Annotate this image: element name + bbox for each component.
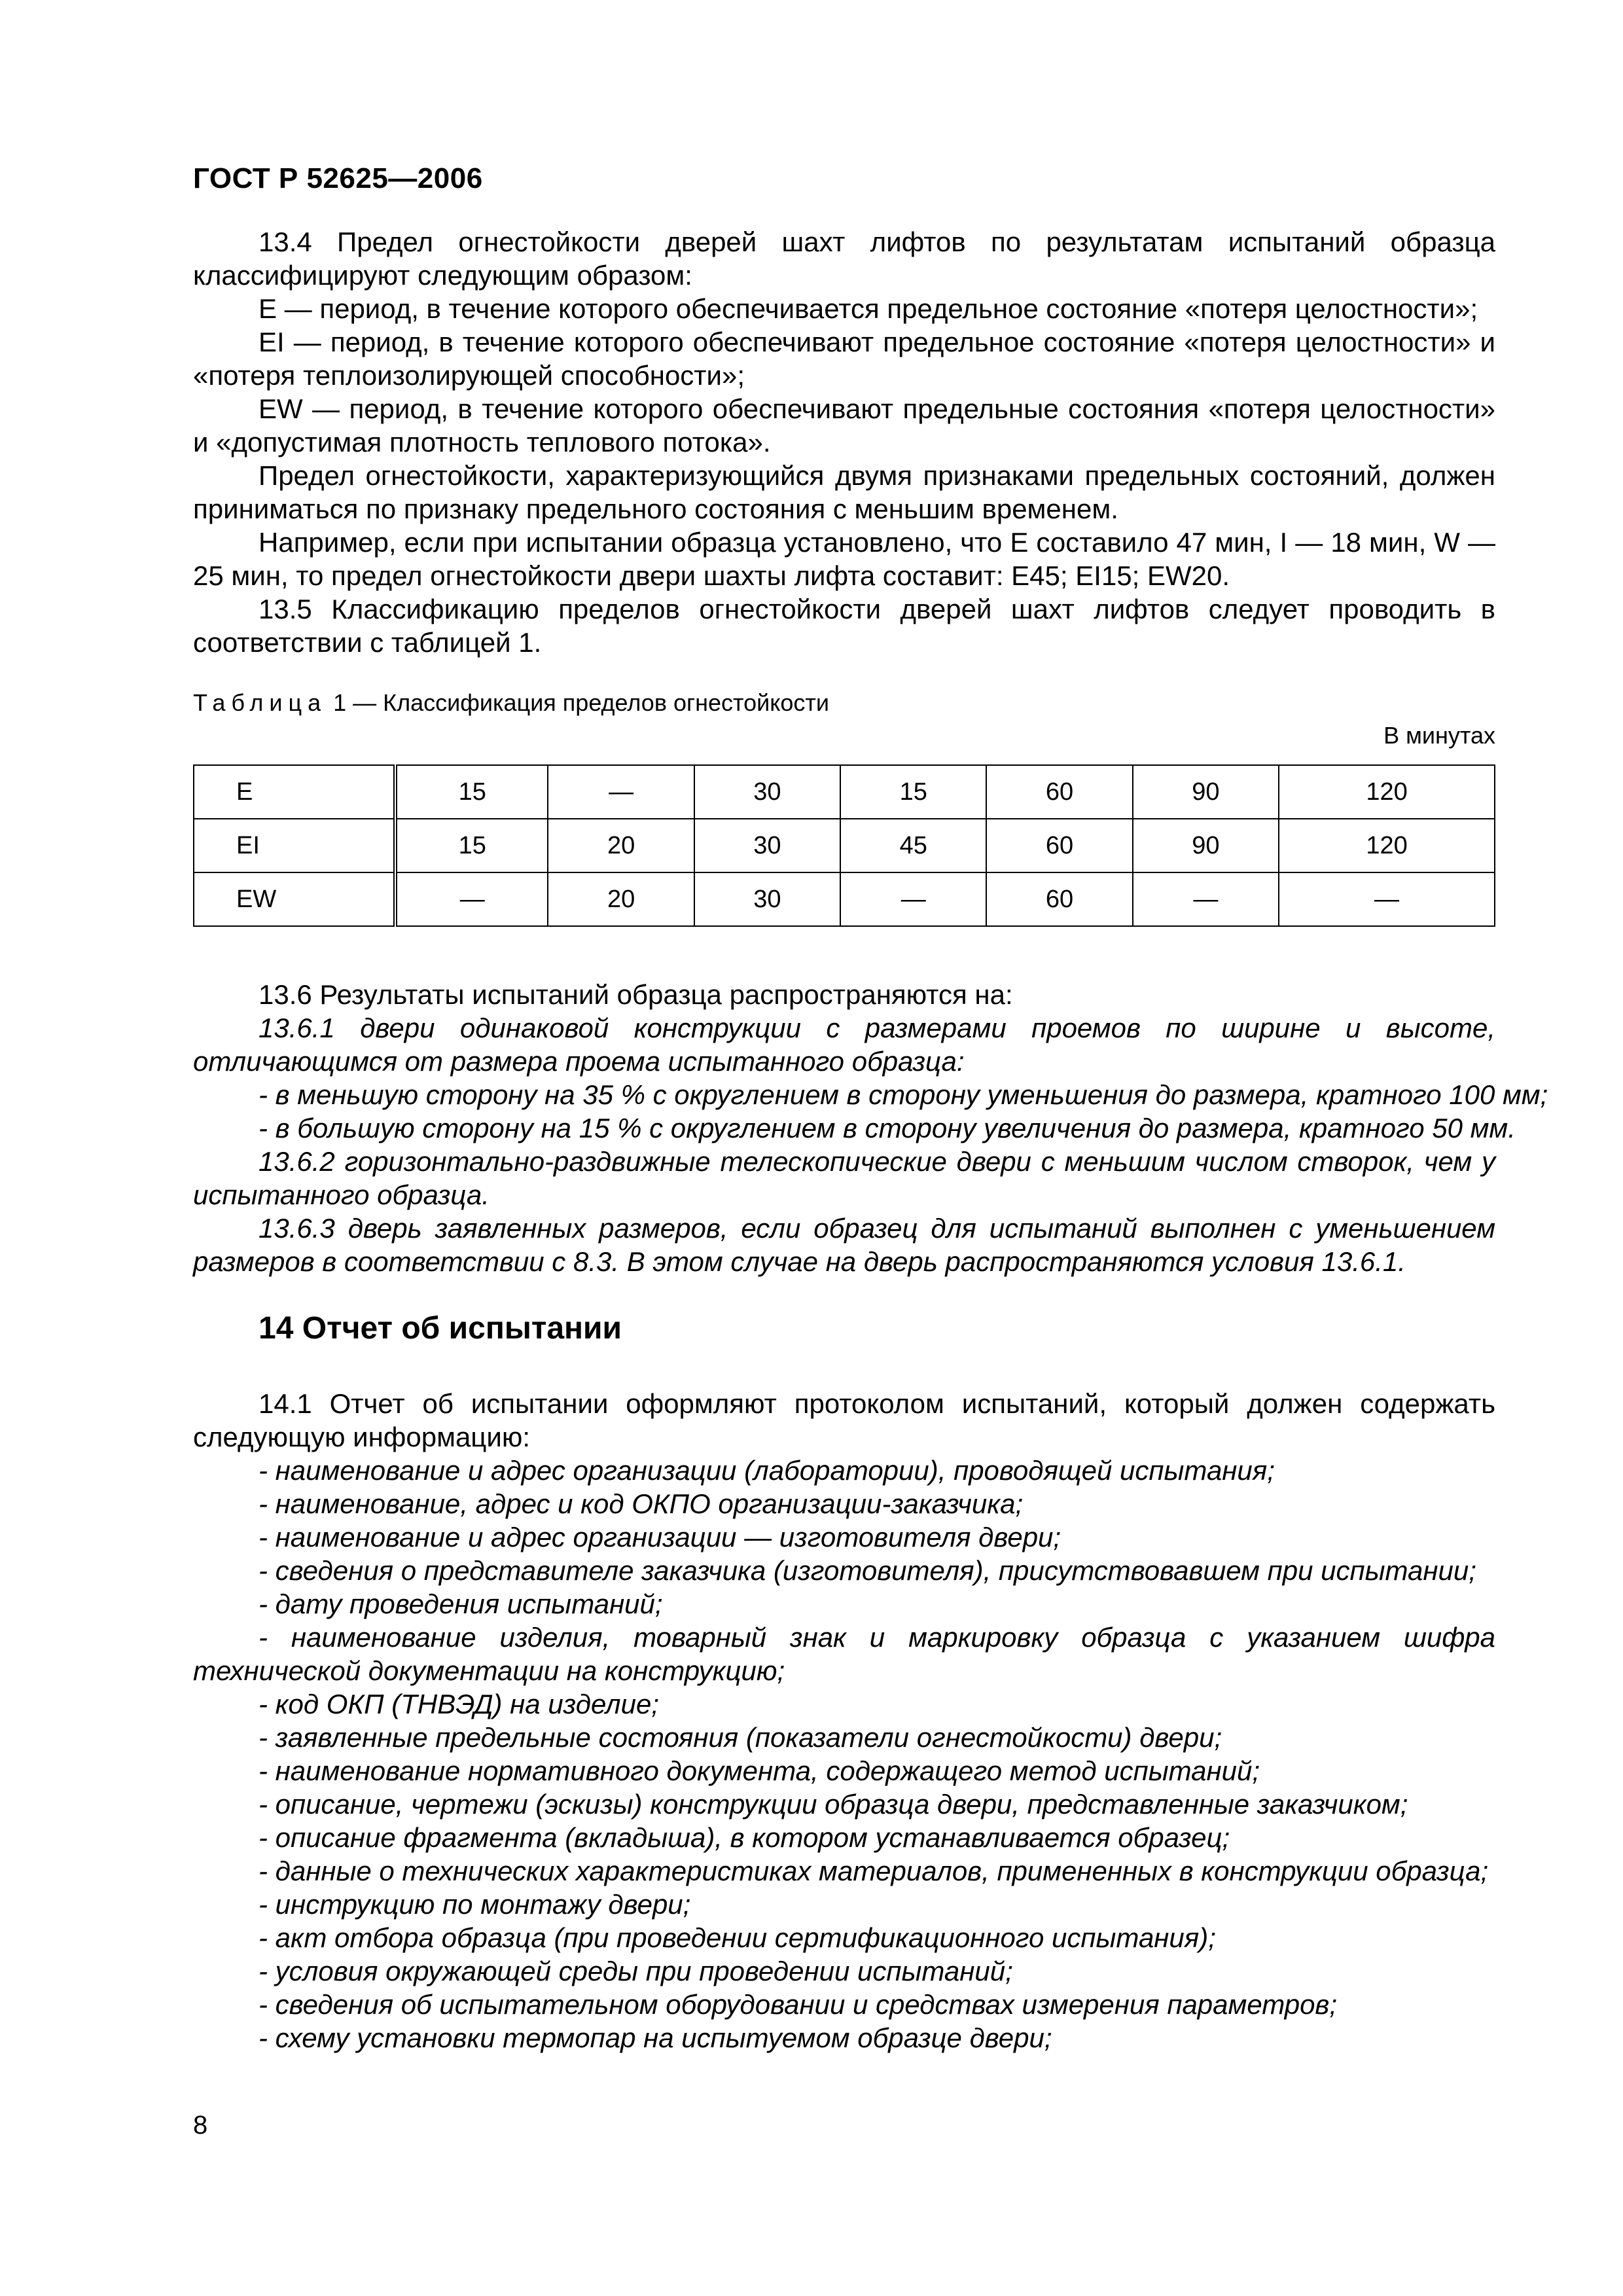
table-cell: —	[1133, 872, 1279, 926]
table-cell: —	[548, 765, 694, 819]
list-item: - акт отбора образца (при проведении сертификационного испытания);	[259, 1922, 1216, 1953]
paragraph-13-6-1: 13.6.1 двери одинаковой конструкции с размерами проемов по ширине и высоте, отличающимся от размера проема испытанного образца:	[193, 1013, 1495, 1077]
list-item: - наименование изделия, товарный знак и маркировку образца с указанием шифра технической документации на конструкцию;	[193, 1622, 1495, 1686]
row-header-cell: ЕW	[194, 872, 395, 926]
list-item: - наименование, адрес и код ОКПО организации-заказчика;	[259, 1488, 1024, 1519]
list-item: - инструкцию по монтажу двери;	[259, 1889, 691, 1920]
paragraph-13-6-2: 13.6.2 горизонтально-раздвижные телескопические двери с меньшим числом створок, чем у испытанного образца.	[193, 1146, 1495, 1210]
list-item: - описание фрагмента (вкладыша), в котором устанавливается образец;	[259, 1822, 1230, 1853]
paragraph-13-5: 13.5 Классификацию пределов огнестойкости дверей шахт лифтов следует проводить в соответствии с таблицей 1.	[193, 594, 1495, 658]
section-14-text	[193, 1387, 1495, 2054]
table-cell: 30	[694, 872, 840, 926]
list-item: - наименование нормативного документа, содержащего метод испытаний;	[259, 1755, 1260, 1786]
table-row	[194, 819, 1495, 872]
list-item: - заявленные предельные состояния (показатели огнестойкости) двери;	[259, 1722, 1222, 1753]
table-cell: 90	[1133, 765, 1279, 819]
paragraph-limit-rule: Предел огнестойкости, характеризующийся двумя признаками предельных состояний, должен приниматься по признаку предельного состояния с меньшим временем.	[193, 460, 1495, 524]
table-caption-word: Таблица	[193, 689, 327, 716]
list-item: - в меньшую сторону на 35 % с округлением в сторону уменьшения до размера, кратного 100 мм;	[259, 1079, 1548, 1110]
list-item: - условия окружающей среды при проведении испытаний;	[259, 1956, 1013, 1986]
page-number: 8	[193, 2111, 208, 2140]
table-cell: 30	[694, 765, 840, 819]
paragraph-13-6-3: 13.6.3 дверь заявленных размеров, если образец для испытаний выполнен с уменьшением размеров в соответствии с 8.3. В этом случае на дверь распространяются условия 13.6.1.	[193, 1213, 1495, 1277]
row-header-cell: ЕI	[194, 819, 395, 872]
paragraph-13-4: 13.4 Предел огнестойкости дверей шахт лифтов по результатам испытаний образца классифицируют следующим образом:	[193, 226, 1495, 291]
table-caption	[193, 689, 829, 717]
table-cell: 120	[1279, 765, 1495, 819]
table-cell: 60	[986, 765, 1132, 819]
paragraph-ei-definition: ЕI — период, в течение которого обеспечивают предельное состояние «потеря целостности» и «потеря теплоизолирующей способности»;	[193, 327, 1495, 391]
row-header-cell: Е	[194, 765, 395, 819]
table-cell: 20	[548, 819, 694, 872]
document-header: ГОСТ Р 52625—2006	[193, 162, 483, 194]
report-contents-list	[193, 1454, 1495, 2054]
table-cell: 45	[840, 819, 986, 872]
table-row	[194, 872, 1495, 926]
paragraph-example: Например, если при испытании образца установлено, что Е составило 47 мин, I — 18 мин, W — 25 мин, то предел огнестойкости двери шахты лифта составит: Е45; ЕI15; ЕW20.	[193, 527, 1495, 591]
table-cell: 60	[986, 872, 1132, 926]
table-cell: 15	[395, 819, 548, 872]
table-cell: 60	[986, 819, 1132, 872]
list-item: - сведения об испытательном оборудовании и средствах измерения параметров;	[259, 1989, 1338, 2020]
list-item: - код ОКП (ТНВЭД) на изделие;	[259, 1689, 659, 1719]
list-item: - наименование и адрес организации — изготовителя двери;	[259, 1522, 1061, 1552]
section-14-heading: 14 Отчет об испытании	[259, 1311, 622, 1346]
list-item: - в большую сторону на 15 % с округлением в сторону увеличения до размера, кратного 50 мм.	[259, 1113, 1516, 1143]
table-cell: —	[1279, 872, 1495, 926]
paragraph-ew-definition: ЕW — период, в течение которого обеспечивают предельные состояния «потеря целостности» и «допустимая плотность теплового потока».	[193, 393, 1495, 457]
list-item: - сведения о представителе заказчика (изготовителя), присутствовавшем при испытании;	[259, 1555, 1476, 1586]
paragraph-e-definition: Е — период, в течение которого обеспечивается предельное состояние «потеря целостности»;	[259, 293, 1478, 324]
table-cell: 20	[548, 872, 694, 926]
list-item: - наименование и адрес организации (лаборатории), проводящей испытания;	[259, 1455, 1275, 1486]
table-caption-text: 1 — Классификация пределов огнестойкости	[327, 689, 829, 716]
table-cell: 15	[840, 765, 986, 819]
paragraph-13-6: 13.6 Результаты испытаний образца распространяются на:	[259, 979, 1013, 1010]
list-item: - описание, чертежи (эскизы) конструкции образца двери, представленные заказчиком;	[259, 1789, 1408, 1820]
list-item: - дату проведения испытаний;	[259, 1588, 663, 1619]
fire-resistance-table	[193, 764, 1495, 927]
table-cell: 120	[1279, 819, 1495, 872]
list-item: - данные о технических характеристиках материалов, примененных в конструкции образца;	[259, 1856, 1489, 1886]
list-item: - схему установки термопар на испытуемом образце двери;	[259, 2022, 1052, 2053]
table-cell: 30	[694, 819, 840, 872]
table-unit-label: В минутах	[1383, 722, 1495, 749]
table-body	[194, 765, 1495, 926]
table-cell: —	[840, 872, 986, 926]
paragraph-14-1: 14.1 Отчет об испытании оформляют протоколом испытаний, который должен содержать следующую информацию:	[193, 1388, 1495, 1452]
section-13-text	[193, 225, 1495, 659]
table-cell: 90	[1133, 819, 1279, 872]
table-cell: 15	[395, 765, 548, 819]
section-13-6-text	[193, 978, 1548, 1278]
table-row	[194, 765, 1495, 819]
table-cell: —	[395, 872, 548, 926]
